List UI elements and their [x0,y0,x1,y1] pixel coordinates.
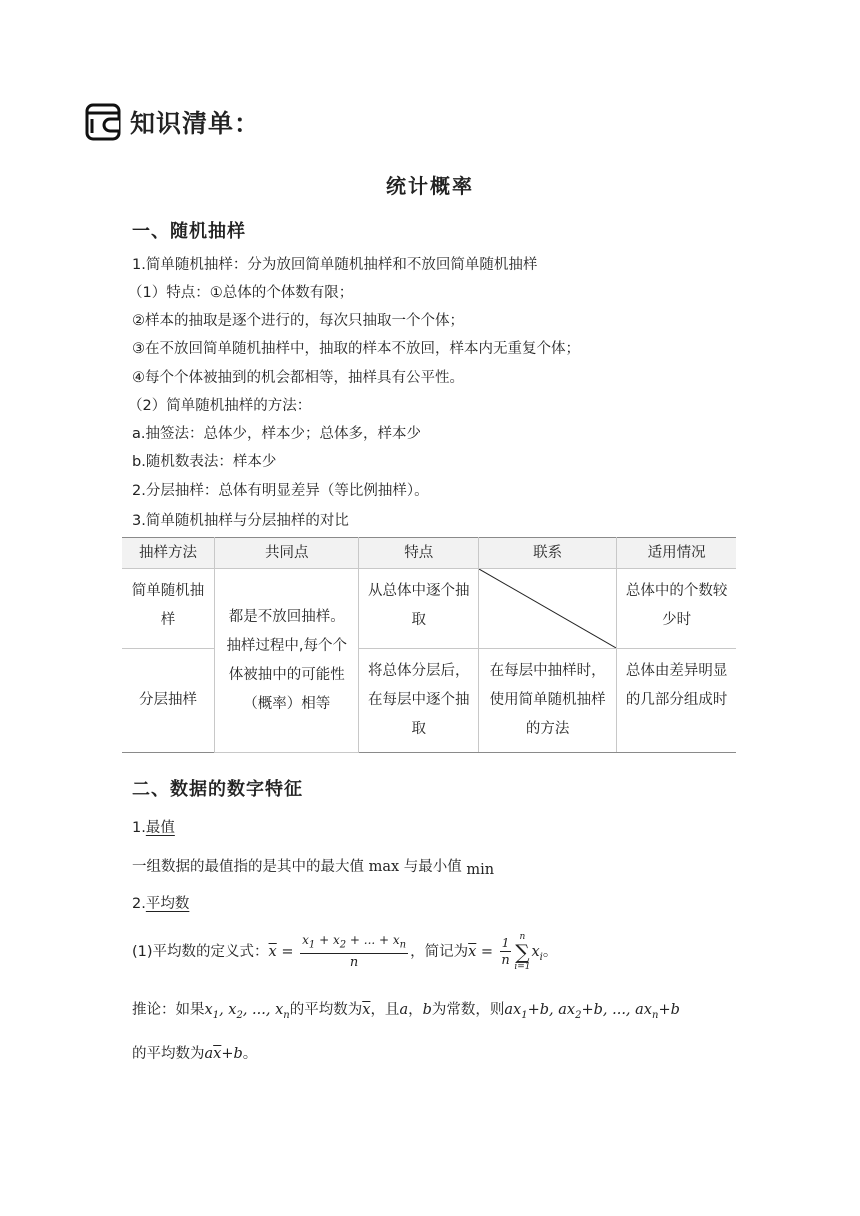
text-span: 一组数据的最值指的是其中的最大值 [132,859,364,875]
document-title: 统计概率 [386,174,474,198]
table-cell: 简单随机抽样 [122,569,215,649]
table-row [122,649,736,753]
text-span: ，且 [370,1002,400,1018]
text-line: a.抽签法：总体少，样本少；总体多，样本少 [132,426,421,442]
notebook-icon [84,102,124,142]
text-line: 3.简单随机抽样与分层抽样的对比 [132,513,349,529]
section2-heading: 二、数据的数字特征 [132,779,303,800]
math-formula: $\overline{x}$ = $\frac{1}{n}$ n ∑ i=1 $x_i$ [468,932,543,972]
table-row [122,569,736,649]
item-title [132,818,175,838]
text-span: 与最小值 [403,859,462,875]
math-formula: $x_1$, $x_2$, ..., $x_n$ [204,1002,290,1021]
table-cell: 总体中的个数较少时 [617,569,736,649]
math-max: max [368,859,400,875]
comparison-table [122,537,736,753]
corollary-line [132,1044,257,1064]
math-formula: a [399,1002,409,1018]
section-header [84,100,260,144]
table-cell: 从总体中逐个抽取 [359,569,479,649]
text-line: （2）简单随机抽样的方法： [128,398,312,414]
diagonal-line [479,569,616,648]
text-span: 推论：如果 [132,1002,205,1018]
item-number: 1. [132,820,146,836]
text-line: 2.分层抽样：总体有明显差异（等比例抽样）。 [132,483,429,499]
math-formula: $\overline{x}$ = $\frac{x_1 + x_2 + ... + x_n}{n}$ [268,932,407,971]
math-min: min [466,862,495,878]
table-header-cell: 适用情况 [617,538,736,569]
table-header-cell: 特点 [359,538,479,569]
text-line: b.随机数表法：样本少 [132,454,277,470]
text-span: 为常数，则 [431,1002,505,1018]
definition-line [132,932,557,972]
table-header-cell: 联系 [479,538,617,569]
corollary-line [132,1000,680,1026]
table-cell: 都是不放回抽样。抽样过程中,每个个体被抽中的可能性（概率）相等 [215,569,359,753]
text-span: 。 [542,944,558,960]
item-title [132,894,189,914]
header-title: 知识清单： [130,109,261,138]
math-formula: b [422,1002,432,1018]
text-span: 。 [242,1046,258,1062]
table-cell: 在每层中抽样时，使用简单随机抽样的方法 [479,649,617,753]
text-line: ④每个个体被抽到的机会都相等，抽样具有公平性。 [132,370,464,386]
text-span: (1)平均数的定义式： [132,944,269,960]
text-span: ， [408,1002,423,1018]
item-label: 平均数 [145,896,190,912]
text-line: ②样本的抽取是逐个进行的，每次只抽取一个个体； [132,313,464,329]
table-cell-diagonal [479,569,617,649]
section1-heading: 一、随机抽样 [132,221,246,242]
table-cell: 分层抽样 [122,649,215,753]
text-span: 的平均数为 [289,1002,363,1018]
table-header-row [122,538,736,569]
item-label: 最值 [145,820,175,836]
math-formula: $a\overline{x}+b$ [204,1046,243,1062]
table-cell: 将总体分层后，在每层中逐个抽取 [359,649,479,753]
text-line: ③在不放回简单随机抽样中，抽取的样本不放回，样本内无重复个体； [132,341,580,357]
table-cell: 总体由差异明显的几部分组成时 [617,649,736,753]
table-header-cell: 抽样方法 [122,538,215,569]
text-span: 的平均数为 [132,1046,205,1062]
text-line [132,857,494,877]
text-span: ，简记为 [410,944,469,960]
table-header-cell: 共同点 [215,538,359,569]
math-formula: $ax_1+b$, $ax_2+b$, ..., $ax_n+b$ [504,1002,680,1021]
text-line: （1）特点：①总体的个体数有限； [128,285,354,301]
item-number: 2. [132,896,146,912]
text-line: 1.简单随机抽样：分为放回简单随机抽样和不放回简单随机抽样 [132,257,538,273]
math-formula: $\overline{x}$ [362,1002,371,1018]
